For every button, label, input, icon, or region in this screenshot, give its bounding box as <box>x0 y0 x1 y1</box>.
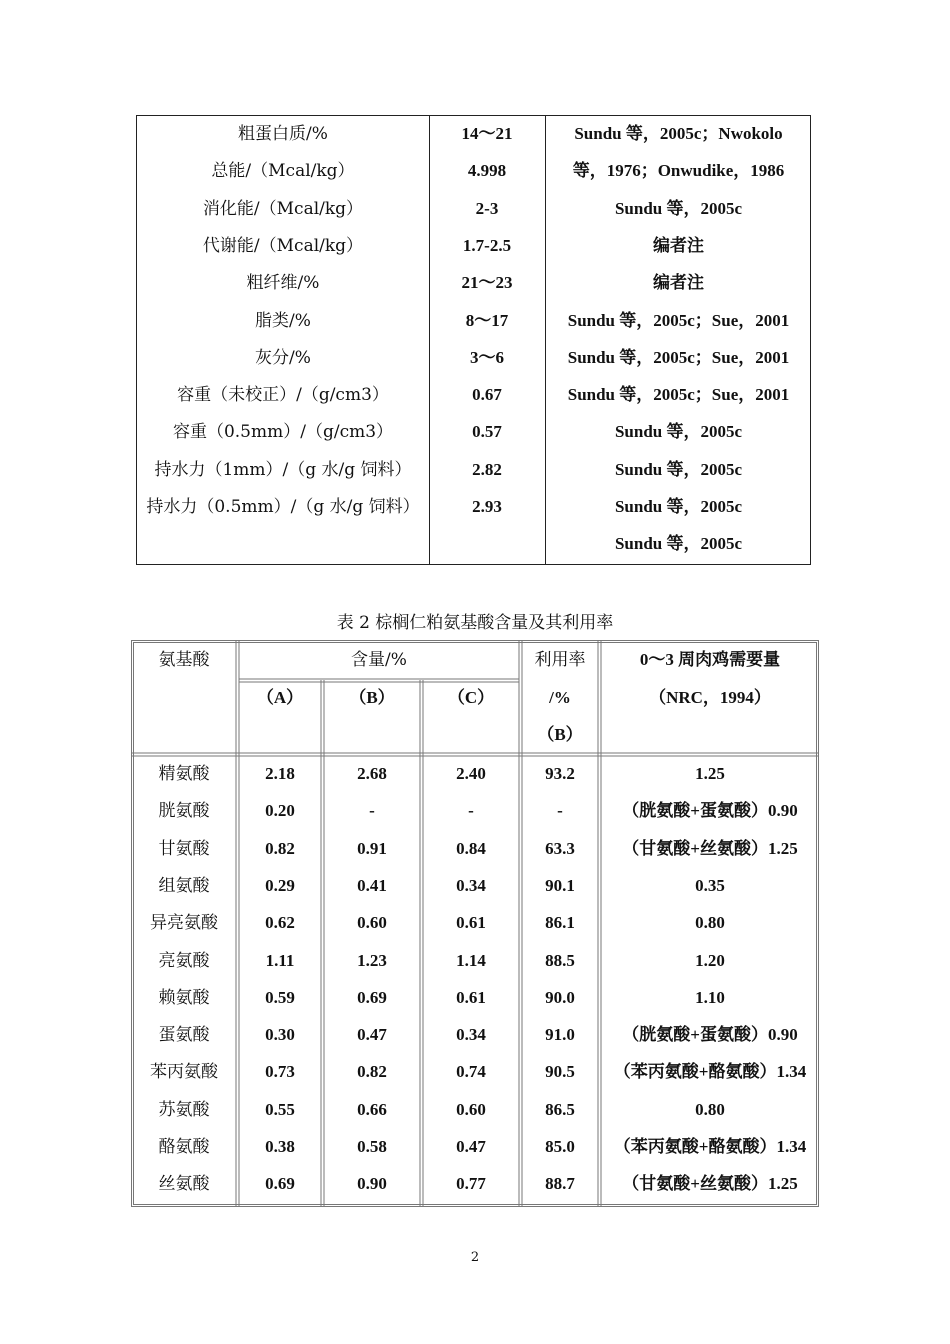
utilization: 85.0 <box>545 1137 575 1156</box>
utilization: 86.5 <box>545 1099 575 1119</box>
nutrient-label: 总能/（Mcal/kg） <box>211 161 355 182</box>
nutrient-reference: Sundu 等，2005c <box>614 497 743 516</box>
nutrient-reference: Sundu 等，2005c；Sue，2001 <box>567 385 790 405</box>
content-b: 0.90 <box>357 1174 387 1194</box>
nutrient-reference: Sundu 等，2005c <box>614 534 743 554</box>
amino-acid-name: 胱氨酸 <box>158 801 210 822</box>
nutrient-reference: Sundu 等，2005c <box>614 198 743 218</box>
requirement: （甘氨酸+丝氨酸）1.25 <box>622 838 798 858</box>
nutrient-value: 4.998 <box>467 161 507 181</box>
table-1 <box>136 115 811 565</box>
header-col-c: （C） <box>447 688 495 707</box>
header-content: 含量/% <box>351 650 407 670</box>
table-2 <box>131 640 819 1207</box>
nutrient-label: 粗蛋白质/% <box>238 124 328 144</box>
content-c: - <box>468 801 474 821</box>
content-b: 0.91 <box>357 838 387 858</box>
content-a: 0.82 <box>265 838 295 858</box>
header-utilization-unit: /% <box>549 688 571 707</box>
content-a: 0.55 <box>265 1099 295 1119</box>
header-utilization: 利用率 <box>534 650 586 670</box>
content-a: 0.38 <box>265 1137 295 1156</box>
content-c: 0.60 <box>456 1099 486 1119</box>
requirement: （甘氨酸+丝氨酸）1.25 <box>622 1174 798 1194</box>
content-b: 0.82 <box>357 1062 387 1082</box>
utilization: 88.7 <box>545 1174 575 1194</box>
content-a: 0.29 <box>265 875 295 895</box>
content-b: 2.68 <box>357 764 387 783</box>
header-col-b: （B） <box>349 688 395 707</box>
requirement: 1.20 <box>695 950 725 970</box>
utilization: 86.1 <box>545 913 575 933</box>
content-b: 0.58 <box>357 1137 387 1156</box>
page-number: 2 <box>470 1250 480 1265</box>
utilization: 91.0 <box>545 1025 575 1045</box>
content-a: 0.69 <box>265 1174 295 1194</box>
requirement: 0.80 <box>695 913 725 933</box>
utilization: 93.2 <box>545 764 575 783</box>
utilization: 90.0 <box>545 987 575 1007</box>
nutrient-value: 21～23 <box>461 273 513 293</box>
amino-acid-name: 亮氨酸 <box>158 950 210 971</box>
content-a: 0.62 <box>265 913 295 933</box>
header-col-a: （A） <box>256 688 304 707</box>
content-c: 0.61 <box>456 913 486 933</box>
nutrient-reference: 等，1976；Onwudike，1986 <box>572 161 785 181</box>
nutrient-label: 脂类/% <box>255 310 311 331</box>
utilization: 90.1 <box>545 875 575 895</box>
utilization: 63.3 <box>545 838 575 858</box>
nutrient-label: 容重（0.5mm）/（g/cm3） <box>172 422 394 443</box>
nutrient-value: 2.93 <box>472 497 502 516</box>
nutrient-value: 0.57 <box>472 422 502 442</box>
requirement: （胱氨酸+蛋氨酸）0.90 <box>622 801 798 821</box>
nutrient-value: 2-3 <box>475 198 499 218</box>
content-b: 0.69 <box>357 987 387 1007</box>
nutrient-value: 0.67 <box>472 385 502 405</box>
content-b: 1.23 <box>357 950 387 970</box>
content-c: 0.61 <box>456 987 486 1007</box>
nutrient-reference: 编者注 <box>653 235 704 255</box>
nutrient-reference: Sundu 等，2005c <box>614 422 743 442</box>
content-a: 0.20 <box>265 801 295 821</box>
nutrient-label: 持水力（1mm）/（g 水/g 饲料） <box>154 459 412 480</box>
nutrient-reference: Sundu 等，2005c；Nwokolo <box>574 124 783 143</box>
header-requirement: 0～3 周肉鸡需要量 <box>639 650 781 669</box>
content-c: 2.40 <box>456 764 486 783</box>
content-a: 0.73 <box>265 1062 295 1082</box>
requirement: 1.10 <box>695 987 725 1007</box>
nutrient-value: 14～21 <box>461 124 513 143</box>
content-a: 0.30 <box>265 1025 295 1045</box>
amino-acid-name: 苏氨酸 <box>158 1099 210 1120</box>
amino-acid-name: 精氨酸 <box>158 764 210 784</box>
nutrient-reference: Sundu 等，2005c <box>614 459 743 479</box>
amino-acid-name: 异亮氨酸 <box>150 913 218 934</box>
nutrient-value: 1.7-2.5 <box>462 235 512 255</box>
amino-acid-name: 赖氨酸 <box>158 987 210 1008</box>
content-b: 0.66 <box>357 1099 387 1119</box>
nutrient-reference: Sundu 等，2005c；Sue，2001 <box>567 347 790 367</box>
requirement: 0.80 <box>695 1099 725 1119</box>
content-b: 0.41 <box>357 875 387 895</box>
requirement: 1.25 <box>695 764 725 783</box>
amino-acid-name: 酪氨酸 <box>158 1137 210 1157</box>
content-b: - <box>369 801 375 821</box>
amino-acid-name: 组氨酸 <box>158 875 210 896</box>
content-c: 0.84 <box>456 838 486 858</box>
content-a: 1.11 <box>265 950 295 970</box>
header-requirement-source: （NRC，1994） <box>649 688 771 707</box>
content-b: 0.60 <box>357 913 387 933</box>
nutrient-value: 3～6 <box>470 347 504 367</box>
nutrient-value: 8～17 <box>465 310 509 330</box>
utilization: - <box>557 801 563 821</box>
amino-acid-name: 甘氨酸 <box>158 838 210 859</box>
content-b: 0.47 <box>357 1025 387 1045</box>
requirement: （苯丙氨酸+酪氨酸）1.34 <box>613 1137 807 1156</box>
nutrient-reference: Sundu 等，2005c；Sue，2001 <box>567 310 790 330</box>
nutrient-label: 代谢能/（Mcal/kg） <box>202 235 364 256</box>
amino-acid-name: 苯丙氨酸 <box>150 1062 218 1083</box>
utilization: 90.5 <box>545 1062 575 1082</box>
nutrient-label: 灰分/% <box>255 347 311 368</box>
content-c: 0.77 <box>456 1174 486 1194</box>
nutrient-value: 2.82 <box>472 459 502 479</box>
requirement: （胱氨酸+蛋氨酸）0.90 <box>622 1025 798 1045</box>
nutrient-label: 消化能/（Mcal/kg） <box>202 198 364 219</box>
content-c: 0.34 <box>456 875 486 895</box>
content-c: 1.14 <box>456 950 486 970</box>
content-a: 0.59 <box>265 987 295 1007</box>
content-c: 0.47 <box>456 1137 486 1156</box>
requirement: 0.35 <box>695 875 725 895</box>
nutrient-label: 粗纤维/% <box>246 273 320 294</box>
nutrient-reference: 编者注 <box>653 273 704 293</box>
nutrient-label: 容重（未校正）/（g/cm3） <box>177 385 389 406</box>
amino-acid-name: 丝氨酸 <box>158 1174 210 1195</box>
amino-acid-name: 蛋氨酸 <box>158 1025 210 1046</box>
requirement: （苯丙氨酸+酪氨酸）1.34 <box>613 1062 807 1082</box>
utilization: 88.5 <box>545 950 575 970</box>
content-c: 0.34 <box>456 1025 486 1045</box>
header-utilization-source: （B） <box>537 725 583 744</box>
content-a: 2.18 <box>265 764 295 783</box>
header-amino-acid: 氨基酸 <box>158 650 210 670</box>
table-2-caption: 表 2 棕榈仁粕氨基酸含量及其利用率 <box>336 613 614 633</box>
content-c: 0.74 <box>456 1062 486 1082</box>
nutrient-label: 持水力（0.5mm）/（g 水/g 饲料） <box>146 497 420 517</box>
